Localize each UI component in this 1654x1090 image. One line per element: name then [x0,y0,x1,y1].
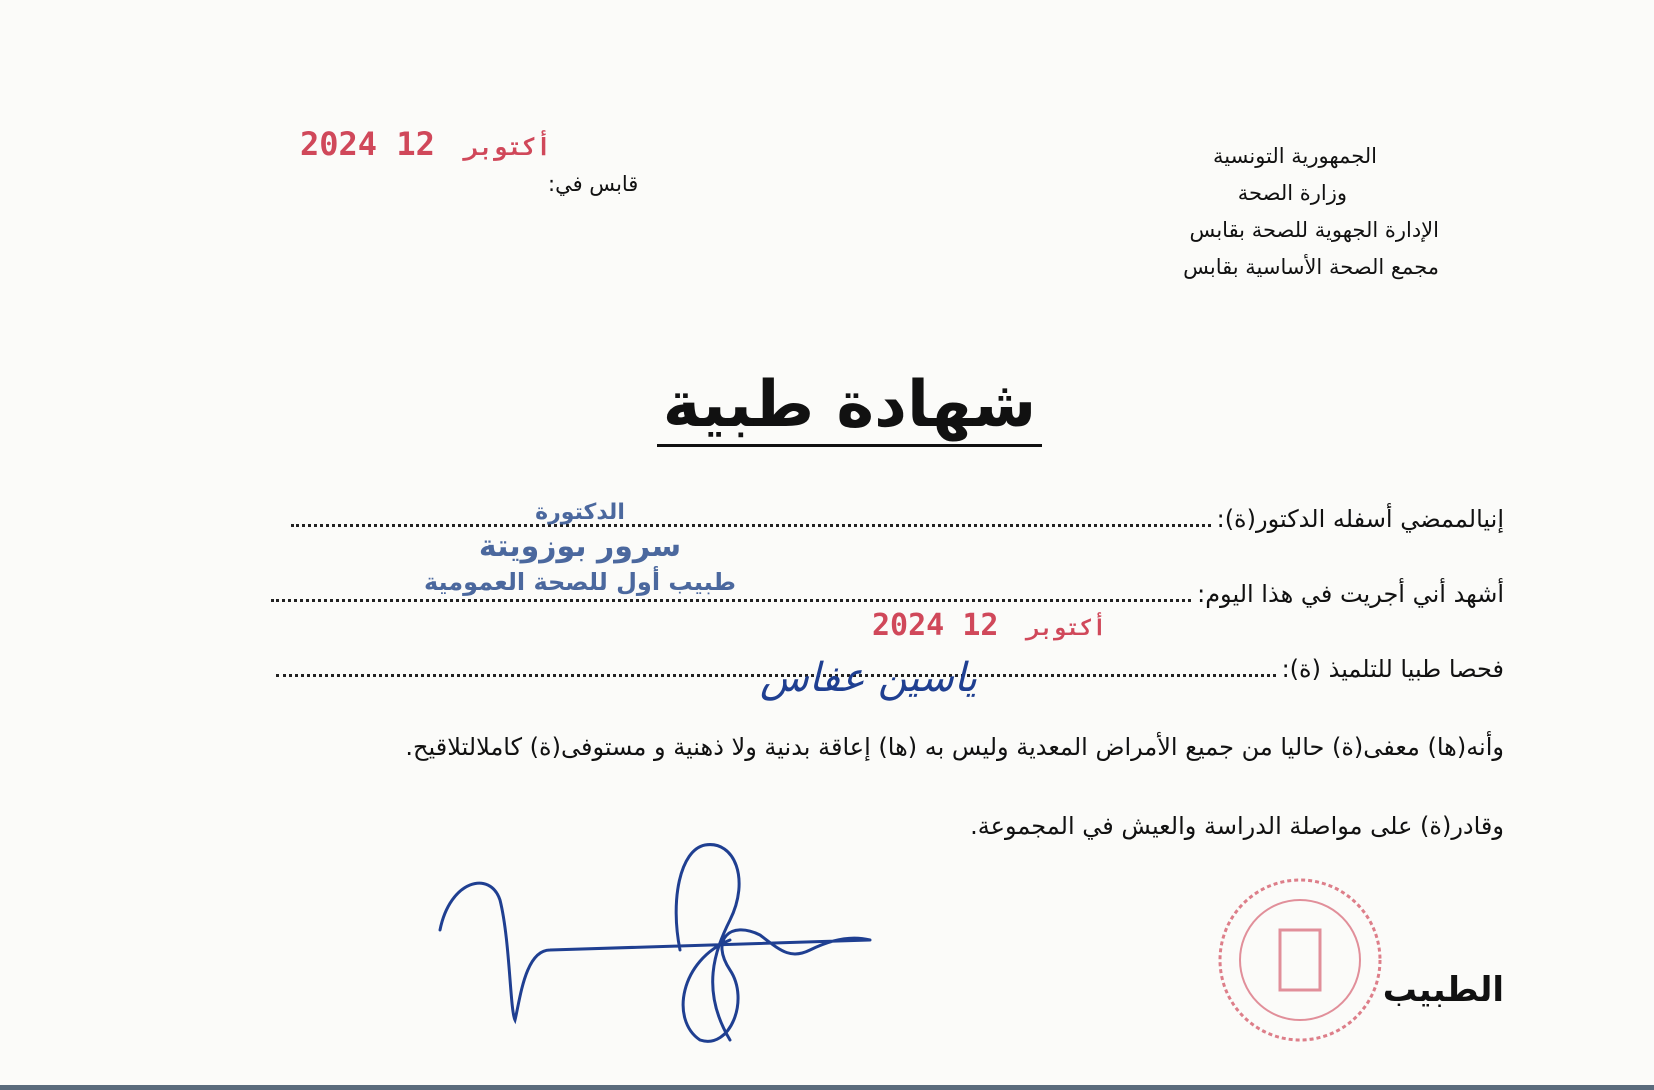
doctor-stamp-position: طبيب أول للصحة العمومية [423,568,737,596]
date-stamp-year: 2024 [300,125,378,163]
title-text: شهادة طبية [657,368,1042,447]
date-stamp-exam [872,608,1116,643]
ability-statement: وقادر(ة) على مواصلة الدراسة والعيش في المجموعة. [970,812,1504,840]
place-label: قابس في: [548,172,639,196]
regional-department: الإدارة الجهوية للصحة بقابس [1189,218,1439,242]
doctor-stamp-title: الدكتورة [535,500,625,525]
exam-date-label: أشهد أني أجريت في هذا اليوم: [1197,580,1504,608]
student-line-label: فحصا طبيا للتلميذ (ة): [1281,655,1504,683]
ministry-name: وزارة الصحة [1237,181,1347,205]
official-round-stamp [1210,870,1390,1050]
signature-drawing [430,840,910,1060]
exam-stamp-day: 12 [962,608,999,643]
date-stamp-top [300,125,561,163]
student-name-handwritten: ياسين عفاس [760,655,978,701]
doctor-stamp-name: سرور بوزويتة [478,529,682,564]
exemption-statement: وأنه(ها) معفى(ة) حاليا من جميع الأمراض المعدية وليس به (ها) إعاقة بدنية ولا ذهنية و مستوفى(ة) كاملالتلاقيح. [405,733,1504,761]
country-name: الجمهورية التونسية [1213,144,1377,168]
date-stamp-day: 12 [396,125,435,163]
exam-stamp-year: 2024 [872,608,945,643]
exam-stamp-month: أكتوبر [1026,616,1106,641]
date-stamp-month: أكتوبر [464,133,551,161]
letterhead [1183,138,1439,286]
health-center: مجمع الصحة الأساسية بقابس [1183,255,1439,279]
document-title [0,368,1654,447]
doctor-line-label: إنيالممضي أسفله الدكتور(ة): [1216,505,1504,533]
scan-edge [0,1085,1654,1090]
doctor-stamp [395,500,765,596]
signature-label: الطبيب [1382,970,1504,1010]
